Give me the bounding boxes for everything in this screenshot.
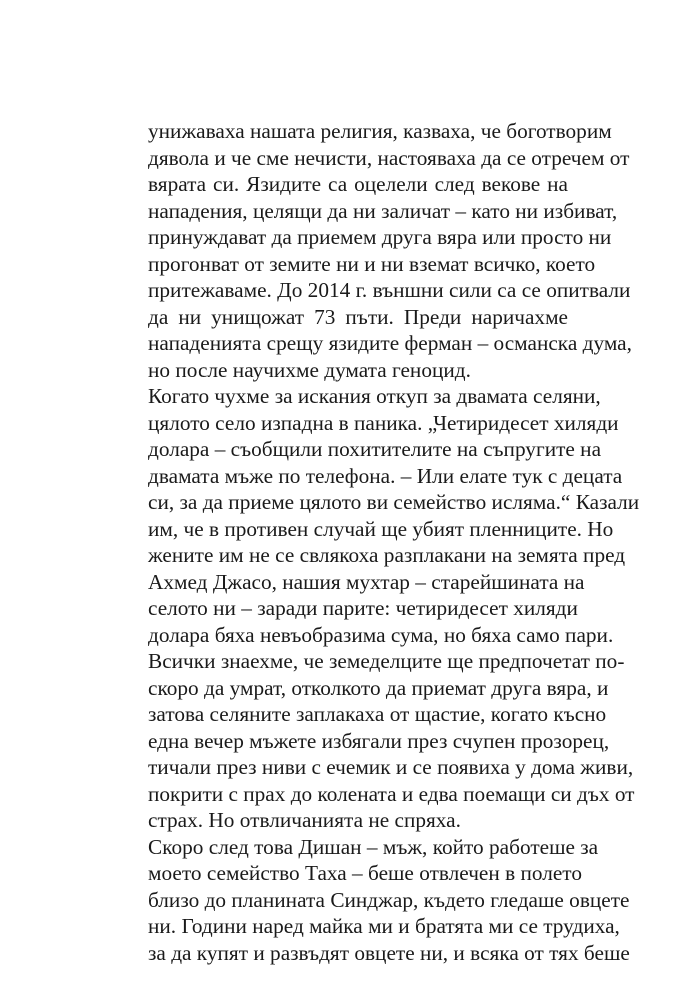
text-line: нападенията срещу язидите ферман – османска дума, [148, 331, 632, 355]
text-line: унижаваха нашата религия, казваха, че боготворим [148, 119, 612, 143]
text-line: затова селяните заплакаха от щастие, когато късно [148, 702, 607, 726]
text-line: Скоро след това Дишан – мъж, който работеше за [148, 834, 599, 859]
text-line: но после научихме думата геноцид. [148, 357, 471, 382]
text-line: нападения, целящи да ни заличат – като ни избиват, [148, 198, 618, 223]
text-line: страх. Но отвличанията не спряха. [148, 808, 461, 832]
text-line: близо до планината Синджар, където гледаше овцете [148, 887, 630, 912]
body-text [148, 118, 640, 966]
text-line: една вечер мъжете избягали през счупен прозорец, [148, 728, 610, 753]
text-line: притежаваме. До 2014 г. външни сили са се опитвали [148, 278, 631, 302]
text-line: долара – съобщили похитителите на съпругите на [148, 437, 602, 461]
text-line: вярата си. Язидите са оцелели след векове на [148, 172, 568, 196]
text-line: жените им не се свлякоха разплакани на земята пред [148, 543, 626, 567]
text-line: селото ни – заради парите: четиридесет хиляди [148, 596, 578, 620]
text-line: дявола и че сме нечисти, настояваха да се отречем от [148, 145, 630, 170]
text-line: двамата мъже по телефона. – Или елате тук с децата [148, 463, 623, 488]
text-line: скоро да умрат, отколкото да приемат друга вяра, и [148, 675, 609, 700]
text-line: Когато чухме за искания откуп за двамата селяни, [148, 384, 601, 408]
text-line: цялото село изпадна в паника. „Четиридесет хиляди [148, 410, 619, 435]
text-line: Ахмед Джасо, нашия мухтар – старейшината на [148, 569, 585, 594]
text-line: моето семейство Таха – беше отвлечен в полето [148, 861, 582, 885]
text-line: да ни унищожат 73 пъти. Преди наричахме [148, 304, 568, 329]
text-line: тичали през ниви с ечемик и се появиха у дома живи, [148, 755, 634, 779]
text-line: Всички знаехме, че земеделците ще предпочетат по- [148, 649, 625, 673]
text-line: покрити с прах до колената и едва поемащи си дъх от [148, 781, 635, 806]
text-line: прогонват от земите ни и ни вземат всичко, което [148, 251, 596, 276]
text-line: им, че в противен случай ще убият пленниците. Но [148, 516, 614, 541]
text-line: принуждават да приемем друга вяра или просто ни [148, 225, 612, 249]
text-line: долара бяха невъобразима сума, но бяха само пари. [148, 622, 614, 647]
text-line: за да купят и развъдят овцете ни, и всяка от тях беше [148, 940, 630, 965]
text-line: си, за да приеме цялото ви семейство исляма.“ Казали [148, 490, 640, 514]
text-line: ни. Години наред майка ми и братята ми се трудиха, [148, 914, 620, 938]
